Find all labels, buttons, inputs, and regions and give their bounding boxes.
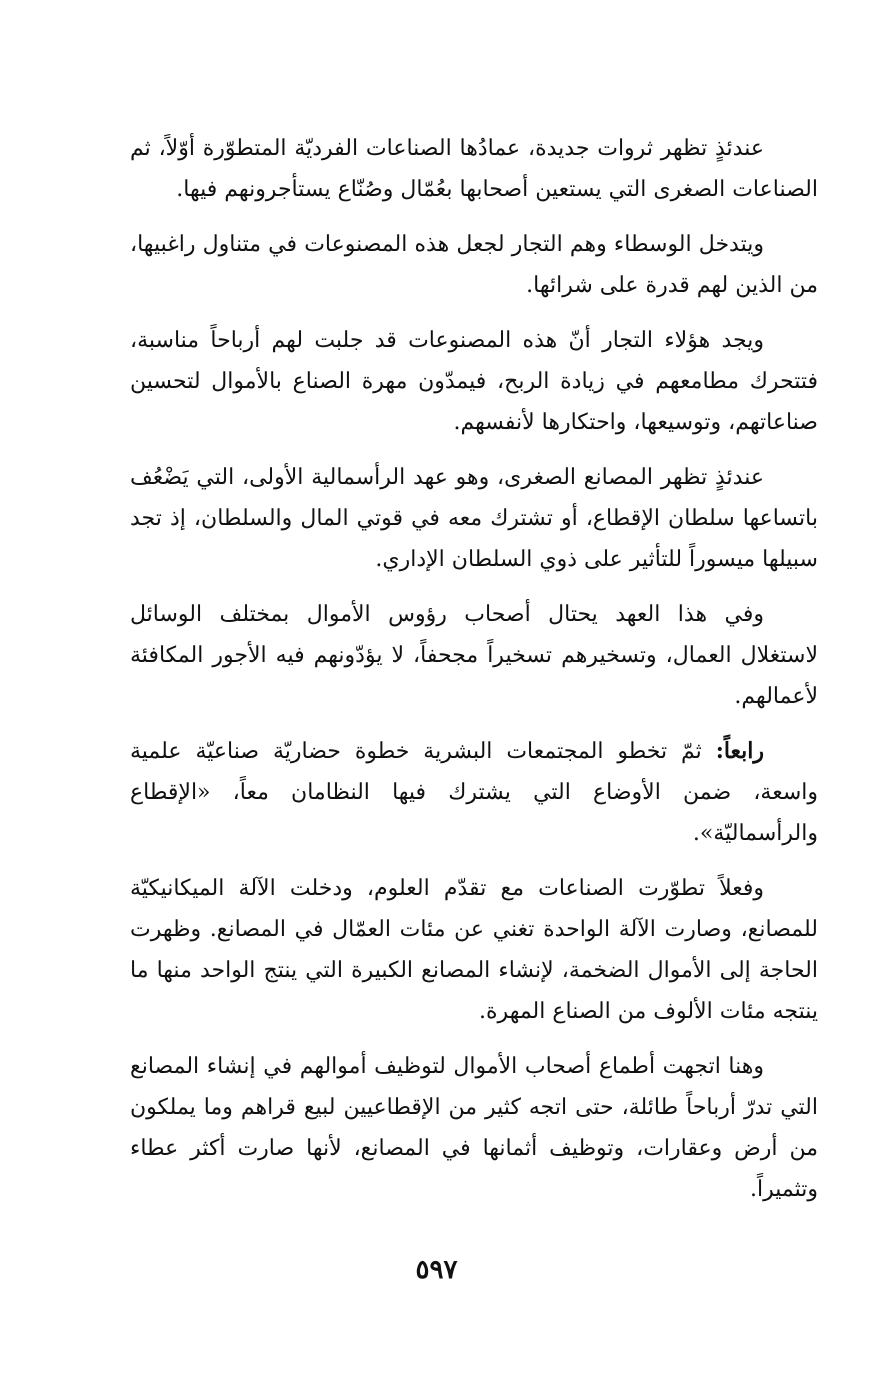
paragraph-rabian-text: ثمّ تخطو المجتمعات البشرية خطوة حضاريّة صناعيّة علمية واسعة، ضمن الأوضاع التي يشترك فيها النظامان معاً، «الإقطاع والرأسماليّة». — [130, 739, 818, 846]
paragraph-8: وهنا اتجهت أطماع أصحاب الأموال لتوظيف أموالهم في إنشاء المصانع التي تدرّ أرباحاً طائلة، حتى اتجه كثير من الإقطاعيين لبيع قراهم وما يملكون من أرض وعقارات، وتوظيف أثمانها في المصانع، لأنها صارت أكثر عطاء وتثميراً. — [130, 1054, 818, 1202]
paragraph-4: عندئذٍ تظهر المصانع الصغرى، وهو عهد الرأسمالية الأولى، التي يَضْعُف باتساعها سلطان الإقطاع، أو تشترك معه في قوتي المال والسلطان، إذ تجد سبيلها ميسوراً للتأثير على ذوي السلطان الإداري. — [130, 465, 818, 572]
paragraph-rabian — [130, 731, 818, 854]
paragraph-5: وفي هذا العهد يحتال أصحاب رؤوس الأموال بمختلف الوسائل لاستغلال العمال، وتسخيرهم تسخيراً مجحفاً، لا يؤدّونهم فيه الأجور المكافئة لأعمالهم. — [130, 602, 818, 709]
paragraph-3: ويجد هؤلاء التجار أنّ هذه المصنوعات قد جلبت لهم أرباحاً مناسبة، فتتحرك مطامعهم في زيادة الربح، فيمدّون مهرة الصناع بالأموال لتحسين صناعاتهم، وتوسيعها، واحتكارها لأنفسهم. — [130, 328, 818, 435]
paragraph-2: ويتدخل الوسطاء وهم التجار لجعل هذه المصنوعات في متناول راغبيها، من الذين لهم قدرة على شرائها. — [130, 232, 818, 298]
page-number: ٥٩٧ — [415, 1255, 458, 1285]
paragraph-1: عندئذٍ تظهر ثروات جديدة، عمادُها الصناعات الفرديّة المتطوّرة أوّلاً، ثم الصناعات الصغرى التي يستعين أصحابها بعُمّال وصُنّاع يستأجرونهم فيها. — [130, 136, 818, 202]
paragraph-lead-heading: رابعاً: — [715, 738, 764, 764]
paragraph-7: وفعلاً تطوّرت الصناعات مع تقدّم العلوم، ودخلت الآلة الميكانيكيّة للمصانع، وصارت الآلة الواحدة تغني عن مئات العمّال في المصانع. وظهرت الحاجة إلى الأموال الضخمة، لإنشاء المصانع الكبيرة التي ينتج الواحد منها ما ينتجه مئات الألوف من الصناع المهرة. — [130, 876, 818, 1024]
page-body — [130, 128, 818, 1224]
